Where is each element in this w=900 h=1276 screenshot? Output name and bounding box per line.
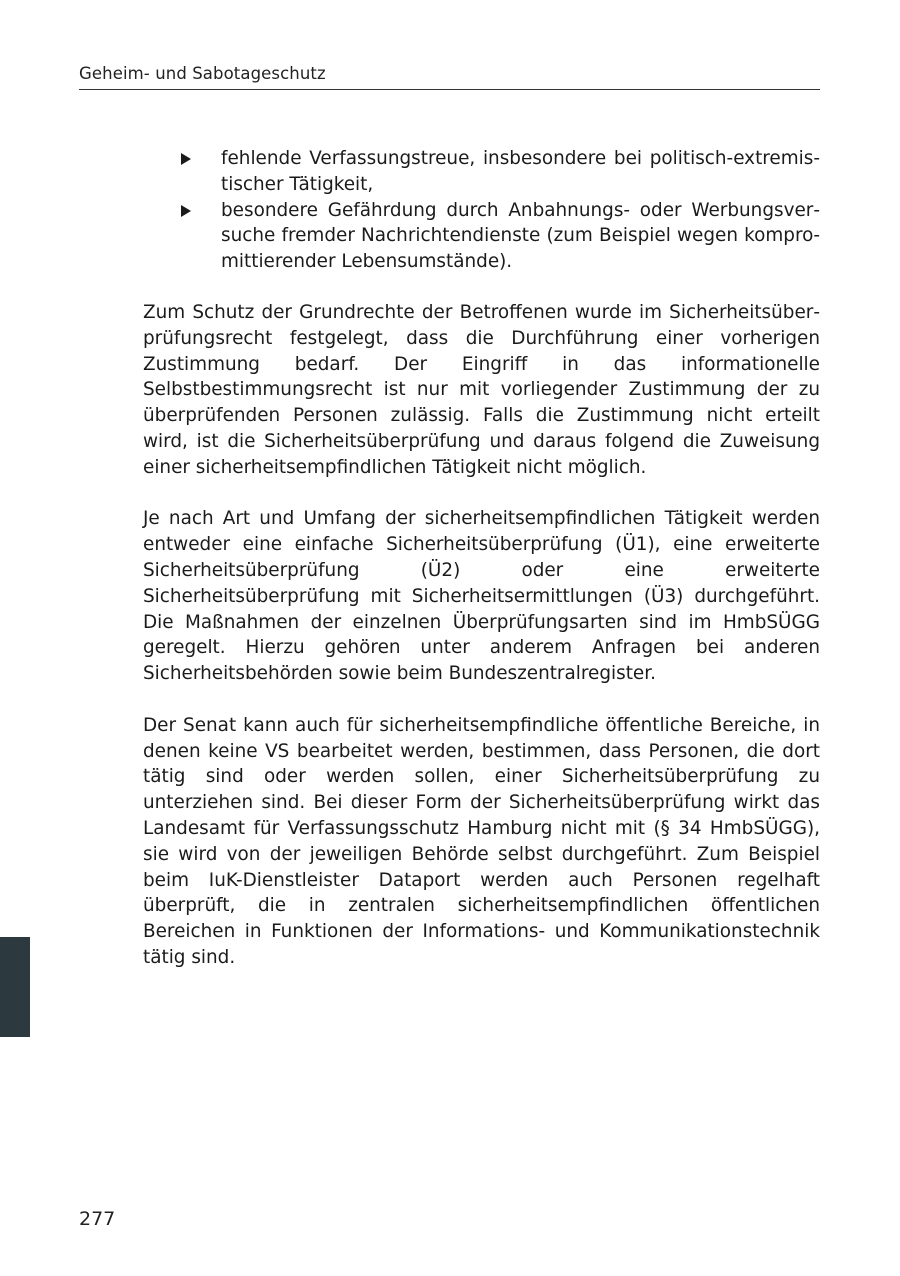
bullet-item: [143, 198, 820, 275]
page-number: 277: [79, 1208, 116, 1230]
triangle-bullet-icon: [181, 205, 191, 217]
paragraph-consent: Zum Schutz der Grundrechte der Betroffenen wurde im Sicherheitsüberprüfungsrecht festgelegt, dass die Durchführung einer vorherigen Zustimmung bedarf. Der Eingriff in das informationelle Selbstbestimmungsrecht ist nur mit vorliegender Zustimmung der zu überprüfenden Personen zulässig. Falls die Zustimmung nicht erteilt wird, ist die Sicherheitsüberprüfung und daraus folgend die Zuweisung einer sicherheitsempfindlichen Tätigkeit nicht möglich.: [143, 301, 820, 478]
bullet-text: besondere Gefährdung durch Anbahnungs- oder Werbungsversuche fremder Nachrichtendienste (zum Beispiel wegen kompromittierender Lebensumstände).: [221, 199, 820, 273]
chapter-side-tab: [0, 937, 30, 1037]
bullet-item: [143, 146, 820, 198]
bullet-list: [143, 146, 820, 275]
paragraph-senate: Der Senat kann auch für sicherheitsempfindliche öffentliche Bereiche, in denen keine VS bearbeitet werden, bestimmen, dass Personen, die dort tätig sind oder werden sollen, einer Sicherheitsüberprüfung zu unterziehen sind. Bei dieser Form der Sicherheitsüberprüfung wirkt das Landesamt für Verfassungsschutz Hamburg nicht mit (§ 34 HmbSÜGG), sie wird von der jeweiligen Behörde selbst durchgeführt. Zum Beispiel beim IuK-Dienstleister Dataport werden auch Personen regelhaft überprüft, die in zentralen sicherheitsempfindlichen öffentlichen Bereichen in Funktionen der Informations- und Kommunikationstechnik tätig sind.: [143, 714, 820, 968]
bullet-text: fehlende Verfassungstreue, insbesondere bei politisch-extremistischer Tätigkeit,: [221, 148, 820, 195]
header-divider: [79, 89, 820, 90]
paragraph-check-types: Je nach Art und Umfang der sicherheitsempfindlichen Tätigkeit werden entweder eine einfache Sicherheitsüberprüfung (Ü1), eine erweiterte Sicherheitsüberprüfung (Ü2) oder eine erweiterte Sicherheitsüberprüfung mit Sicherheitsermittlungen (Ü3) durchgeführt. Die Maßnahmen der einzelnen Überprüfungsarten sind im HmbSÜGG geregelt. Hierzu gehören unter anderem Anfragen bei anderen Sicherheitsbehörden sowie beim Bundeszentralregister.: [143, 508, 820, 685]
main-content: [143, 146, 820, 997]
triangle-bullet-icon: [181, 153, 191, 165]
running-header-title: Geheim- und Sabotageschutz: [79, 64, 326, 83]
